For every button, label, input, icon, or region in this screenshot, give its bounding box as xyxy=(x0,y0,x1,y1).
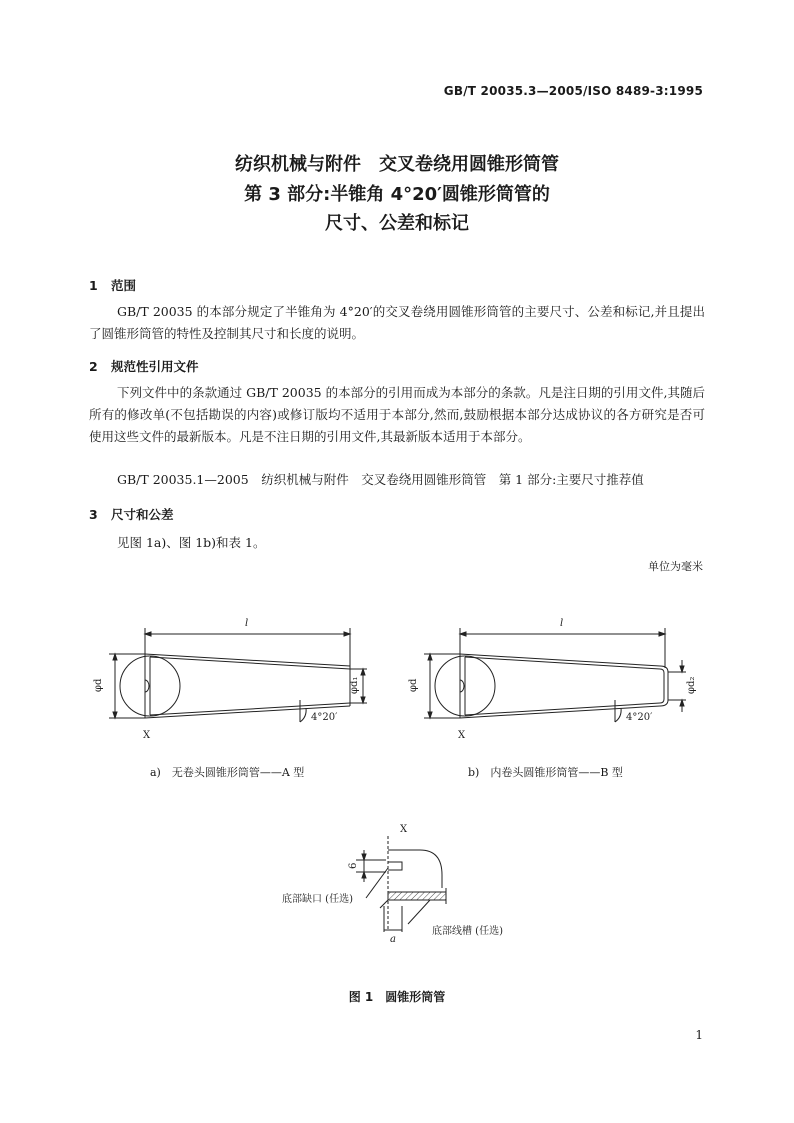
section-1-heading xyxy=(89,276,136,294)
figure-title: 图 1 圆锥形筒管 xyxy=(348,990,446,1004)
notch-label: 底部缺口 (任选) xyxy=(282,894,353,905)
detail-x-label: X xyxy=(458,730,466,741)
detail-x-title: X xyxy=(400,824,408,835)
section-title: 范围 xyxy=(111,278,137,293)
standard-code: GB/T 20035.3—2005/ISO 8489-3:1995 xyxy=(443,84,703,98)
diameter-d2-label: φd₂ xyxy=(686,676,697,694)
page-number: 1 xyxy=(695,1028,703,1042)
section-2-paragraph: 下列文件中的条款通过 GB/T 20035 的本部分的引用而成为本部分的条款。凡是注日期的引用文件,其随后所有的修改单(不包括勘误的内容)或修订版均不适用于本部分,然而,鼓励根据本部分达成协议的各方研究是否可使用这些文件的最新版本。凡是不注日期的引用文件,其最新版本适用于本部分。 xyxy=(89,385,705,444)
figure-1b-drawing xyxy=(410,610,710,745)
groove-label: 底部线槽 (任选) xyxy=(432,926,503,937)
title-line-3: 尺寸、公差和标记 xyxy=(325,213,469,234)
length-label: l xyxy=(560,618,564,629)
section-1-paragraph: GB/T 20035 的本部分规定了半锥角为 4°20′的交叉卷绕用圆锥形筒管的主要尺寸、公差和标记,并且提出了圆锥形筒管的特性及控制其尺寸和长度的说明。 xyxy=(89,304,705,341)
length-label: l xyxy=(245,618,249,629)
section-number: 2 xyxy=(89,359,98,374)
angle-label: 4°20′ xyxy=(311,712,338,723)
section-3-paragraph: 见图 1a)、图 1b)和表 1。 xyxy=(117,535,266,550)
dimension-a-label: a xyxy=(390,934,396,945)
diameter-d1-label: φd₁ xyxy=(349,676,360,694)
section-title: 尺寸和公差 xyxy=(111,507,174,522)
units-note: 单位为毫米 xyxy=(648,560,703,573)
detail-x-drawing xyxy=(270,820,530,945)
caption-b: b) 内卷头圆锥形筒管——B 型 xyxy=(468,766,623,779)
title-line-1: 纺织机械与附件 交叉卷绕用圆锥形筒管 xyxy=(235,154,559,175)
angle-label: 4°20′ xyxy=(626,712,653,723)
diameter-d-label: φd xyxy=(93,678,104,692)
title-line-2: 第 3 部分:半锥角 4°20′圆锥形筒管的 xyxy=(244,184,550,205)
section-2-heading xyxy=(89,357,199,375)
section-number: 3 xyxy=(89,507,98,522)
section-number: 1 xyxy=(89,278,98,293)
section-title: 规范性引用文件 xyxy=(111,359,199,374)
diameter-d-label: φd xyxy=(408,678,419,692)
section-3-heading xyxy=(89,505,174,523)
detail-x-label: X xyxy=(143,730,151,741)
dimension-6-label: 6 xyxy=(348,862,359,869)
normative-reference: GB/T 20035.1—2005 纺织机械与附件 交叉卷绕用圆锥形筒管 第 1 部分:主要尺寸推荐值 xyxy=(117,472,644,487)
caption-a: a) 无卷头圆锥形筒管——A 型 xyxy=(150,766,305,779)
figure-1a-drawing xyxy=(95,610,385,745)
